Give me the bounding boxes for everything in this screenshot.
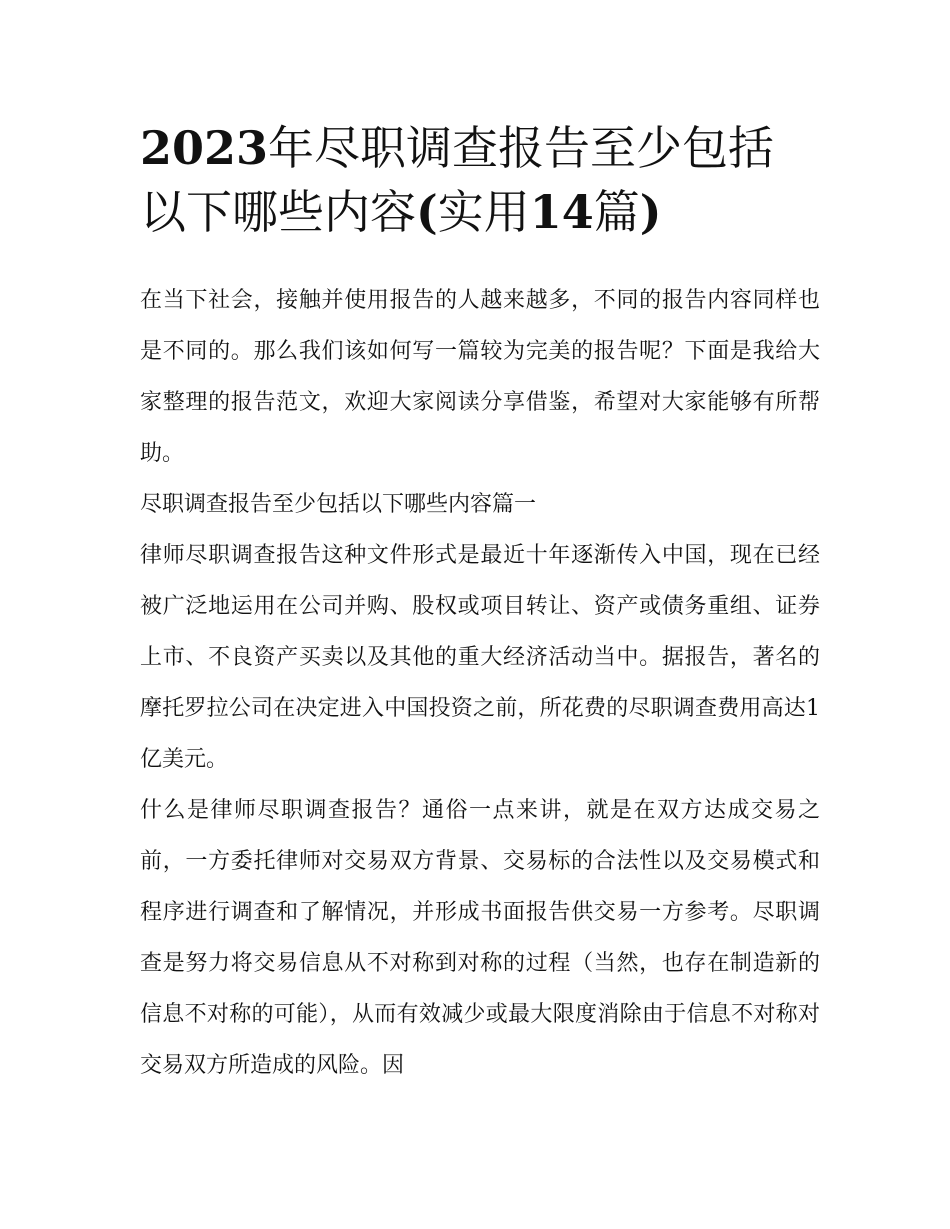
document-body	[140, 275, 820, 1091]
intro-paragraph: 在当下社会，接触并使用报告的人越来越多，不同的报告内容同样也是不同的。那么我们该如何写一篇较为完美的报告呢？下面是我给大家整理的报告范文，欢迎大家阅读分享借鉴，希望对大家能够有所帮助。	[140, 288, 820, 466]
body-paragraph: 什么是律师尽职调查报告？通俗一点来讲，就是在双方达成交易之前，一方委托律师对交易双方背景、交易标的合法性以及交易模式和程序进行调查和了解情况，并形成书面报告供交易一方参考。尽职调查是努力将交易信息从不对称到对称的过程（当然，也存在制造新的信息不对称的可能），从而有效减少或最大限度消除由于信息不对称对交易双方所造成的风险。因	[140, 798, 820, 1078]
section-heading: 尽职调查报告至少包括以下哪些内容篇一	[140, 492, 537, 517]
body-paragraph: 律师尽职调查报告这种文件形式是最近十年逐渐传入中国，现在已经被广泛地运用在公司并购、股权或项目转让、资产或债务重组、证券上市、不良资产买卖以及其他的重大经济活动当中。据报告，著名的摩托罗拉公司在决定进入中国投资之前，所花费的尽职调查费用高达1亿美元。	[140, 543, 820, 772]
document-title: 2023年尽职调查报告至少包括以下哪些内容(实用14篇)	[140, 121, 775, 239]
